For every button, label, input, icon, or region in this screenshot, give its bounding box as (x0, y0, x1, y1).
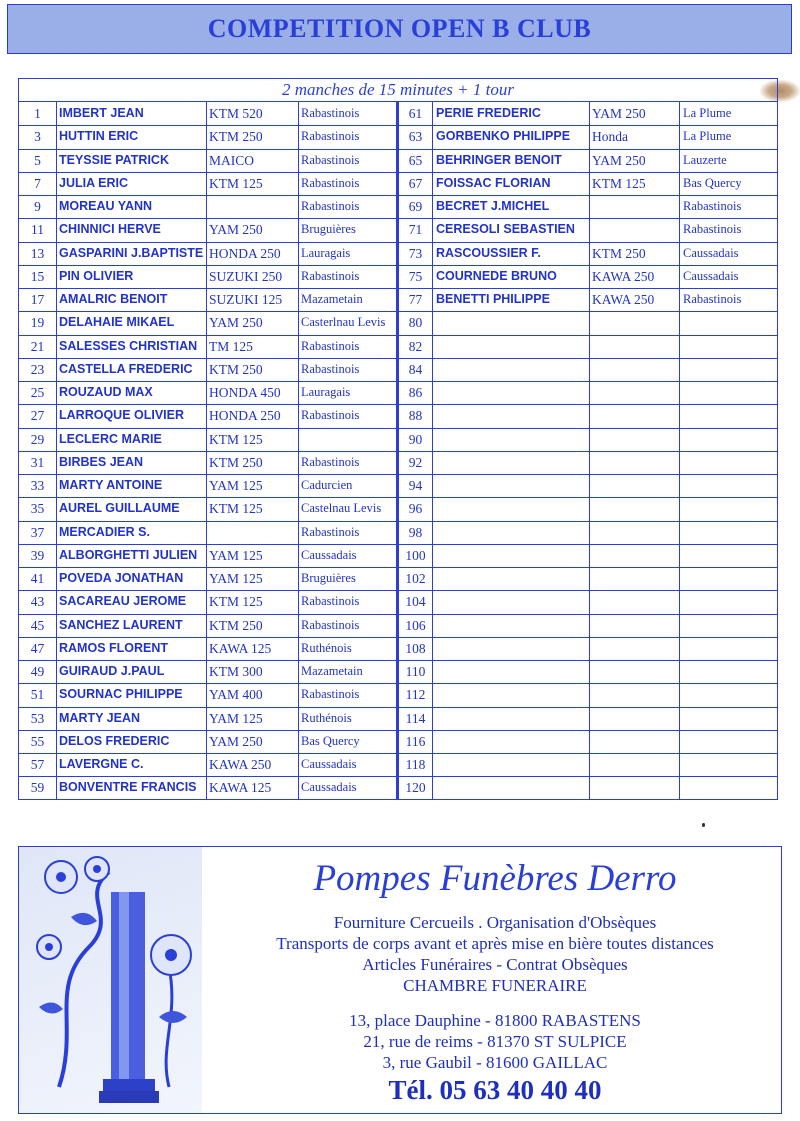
right-name-cell: RASCOUSSIER F. (436, 245, 541, 260)
right-club-cell (683, 614, 777, 637)
left-name-cell: SALESSES CHRISTIAN (59, 338, 198, 353)
left-moto-cell: YAM 125 (209, 571, 263, 586)
right-club-cell (683, 335, 777, 358)
right-club-cell: Rabastinois (683, 199, 742, 213)
left-club-cell: Rabastinois (301, 408, 360, 423)
left-club-cell: Rabastinois (301, 268, 360, 283)
right-num-cell: 108 (405, 640, 426, 656)
right-moto-cell: KTM 125 (592, 175, 646, 191)
left-num-cell: 41 (30, 571, 45, 586)
left-name-cell: RAMOS FLORENT (59, 640, 169, 655)
left-name-cell: HUTTIN ERIC (59, 129, 139, 144)
company-name: Pompes Funèbres Derro (313, 858, 677, 899)
left-moto-cell: YAM 250 (209, 315, 263, 331)
right-moto-cell (592, 428, 678, 451)
left-name-cell: SANCHEZ LAURENT (59, 617, 183, 632)
column-divider (432, 101, 433, 799)
right-num-cell: 102 (405, 571, 426, 586)
right-club-cell (683, 428, 777, 451)
right-moto-cell (592, 590, 678, 613)
left-name-cell: BONVENTRE FRANCIS (59, 780, 197, 795)
left-club-cell: Rabastinois (301, 594, 360, 609)
left-name-cell: IMBERT JEAN (59, 106, 144, 120)
right-num-cell: 96 (408, 501, 423, 517)
left-moto-cell: YAM 400 (209, 687, 263, 703)
right-club-cell (683, 451, 777, 474)
right-moto-cell (592, 683, 678, 706)
right-club-cell: Caussadais (683, 245, 739, 260)
table-subtitle: 2 manches de 15 minutes + 1 tour (19, 79, 777, 102)
left-num-cell: 3 (34, 129, 41, 145)
left-club-cell: Rabastinois (301, 338, 360, 353)
right-name-cell (436, 730, 588, 753)
left-name-cell: PIN OLIVIER (59, 268, 134, 283)
right-club-cell (683, 753, 777, 776)
right-name-cell (436, 497, 588, 520)
address-line: 13, place Dauphine - 81800 RABASTENS (349, 1011, 641, 1030)
left-num-cell: 5 (34, 152, 41, 168)
right-moto-cell (592, 404, 678, 427)
right-name-cell: PERIE FREDERIC (436, 106, 541, 120)
right-name-cell (436, 335, 588, 358)
left-name-cell: LARROQUE OLIVIER (59, 408, 185, 423)
left-name-cell: ALBORGHETTI JULIEN (59, 547, 198, 562)
right-num-cell: 82 (408, 338, 423, 354)
right-moto-cell (592, 614, 678, 637)
right-name-cell (436, 753, 588, 776)
right-moto-cell (592, 311, 678, 334)
right-num-cell: 73 (408, 245, 423, 261)
right-name-cell (436, 637, 588, 660)
left-club-cell: Ruthénois (301, 710, 352, 725)
left-club-cell: Rabastinois (301, 129, 360, 144)
left-num-cell: 31 (30, 454, 45, 470)
right-num-cell: 94 (408, 478, 423, 493)
left-num-cell: 13 (30, 245, 45, 261)
right-num-cell: 116 (405, 733, 426, 749)
right-name-cell: BENETTI PHILIPPE (436, 292, 550, 306)
left-num-cell: 17 (30, 292, 45, 307)
right-moto-cell: KAWA 250 (592, 292, 655, 307)
right-club-cell (683, 730, 777, 753)
right-club-cell (683, 683, 777, 706)
left-name-cell: GASPARINI J.BAPTISTE (59, 245, 204, 260)
right-moto-cell (592, 218, 678, 241)
left-name-cell: MARTY JEAN (59, 710, 141, 725)
right-name-cell (436, 707, 588, 730)
right-num-cell: 92 (408, 454, 423, 470)
right-moto-cell (592, 521, 678, 544)
right-num-cell: 63 (408, 129, 423, 145)
left-name-cell: SACAREAU JEROME (59, 594, 187, 609)
left-num-cell: 43 (30, 594, 45, 610)
right-num-cell: 65 (408, 152, 423, 168)
right-club-cell (683, 660, 777, 683)
left-name-cell: LAVERGNE C. (59, 757, 144, 771)
left-club-cell: Castelnau Levis (301, 501, 382, 516)
right-name-cell (436, 567, 588, 590)
right-moto-cell (592, 753, 678, 776)
right-num-cell: 61 (408, 106, 423, 121)
right-num-cell: 84 (408, 361, 423, 377)
service-line: CHAMBRE FUNERAIRE (403, 976, 587, 995)
left-moto-cell (209, 195, 297, 218)
left-name-cell: AMALRIC BENOIT (59, 292, 168, 306)
right-club-cell: Lauzerte (683, 152, 727, 167)
left-moto-cell: KAWA 125 (209, 780, 272, 796)
right-name-cell (436, 474, 588, 497)
right-num-cell: 69 (408, 199, 423, 214)
page-title: COMPETITION OPEN B CLUB (207, 14, 592, 43)
left-name-cell: GUIRAUD J.PAUL (59, 664, 165, 678)
left-moto-cell: YAM 250 (209, 733, 263, 749)
left-club-cell: Casterlnau Levis (301, 315, 386, 330)
left-name-cell: TEYSSIE PATRICK (59, 152, 169, 167)
left-num-cell: 25 (30, 385, 45, 400)
left-club-cell: Mazametain (301, 292, 363, 306)
left-club-cell: Rabastinois (301, 454, 360, 469)
entry-table (18, 78, 778, 800)
right-club-cell (683, 497, 777, 520)
left-num-cell: 47 (30, 640, 45, 656)
left-moto-cell: SUZUKI 125 (209, 292, 283, 307)
left-club-cell: Rabastinois (301, 687, 360, 702)
right-moto-cell (592, 195, 678, 218)
left-num-cell: 45 (30, 617, 45, 633)
right-name-cell (436, 544, 588, 567)
left-moto-cell: KTM 125 (209, 175, 263, 191)
left-club-cell: Caussadais (301, 780, 357, 795)
right-club-cell (683, 521, 777, 544)
left-name-cell: MARTY ANTOINE (59, 478, 163, 492)
right-club-cell (683, 544, 777, 567)
right-moto-cell: YAM 250 (592, 106, 646, 121)
left-name-cell: AUREL GUILLAUME (59, 501, 180, 516)
left-club-cell: Rabastinois (301, 524, 360, 539)
right-num-cell: 114 (405, 710, 426, 726)
right-name-cell: BECRET J.MICHEL (436, 199, 550, 213)
left-num-cell: 35 (30, 501, 45, 517)
right-moto-cell (592, 335, 678, 358)
right-num-cell: 88 (408, 408, 423, 424)
right-num-cell: 86 (408, 385, 423, 400)
left-num-cell: 19 (30, 315, 45, 331)
right-club-cell (683, 358, 777, 381)
left-num-cell: 39 (30, 547, 45, 563)
left-moto-cell: KTM 125 (209, 431, 263, 447)
service-line: Articles Funéraires - Contrat Obsèques (362, 955, 628, 974)
left-num-cell: 1 (34, 106, 41, 121)
left-club-cell: Rabastinois (301, 199, 360, 213)
right-num-cell: 71 (408, 222, 423, 238)
left-moto-cell: KTM 250 (209, 129, 263, 145)
right-club-cell (683, 381, 777, 404)
left-moto-cell: YAM 125 (209, 547, 263, 563)
right-club-cell: Caussadais (683, 268, 739, 283)
right-name-cell (436, 590, 588, 613)
left-name-cell: BIRBES JEAN (59, 454, 144, 469)
right-club-cell (683, 776, 777, 799)
right-club-cell: La Plume (683, 106, 732, 120)
right-name-cell (436, 521, 588, 544)
left-moto-cell (209, 521, 297, 544)
advertisement (18, 846, 782, 1114)
column-divider (206, 101, 207, 799)
right-name-cell (436, 404, 588, 427)
left-num-cell: 29 (30, 431, 45, 447)
column-divider (56, 101, 57, 799)
left-num-cell: 53 (30, 710, 45, 726)
right-moto-cell (592, 497, 678, 520)
right-name-cell (436, 614, 588, 637)
left-club-cell: Rabastinois (301, 152, 360, 167)
right-num-cell: 118 (405, 757, 426, 772)
left-num-cell: 7 (34, 175, 41, 191)
right-moto-cell (592, 381, 678, 404)
right-num-cell: 104 (405, 594, 426, 610)
left-moto-cell: KTM 125 (209, 501, 263, 517)
flower-column-illustration (19, 847, 202, 1113)
right-num-cell: 120 (405, 780, 426, 796)
left-moto-cell: HONDA 450 (209, 385, 281, 400)
left-name-cell: POVEDA JONATHAN (59, 571, 184, 585)
right-name-cell: GORBENKO PHILIPPE (436, 129, 571, 144)
right-name-cell (436, 776, 588, 799)
left-moto-cell: KTM 520 (209, 106, 263, 121)
left-num-cell: 49 (30, 664, 45, 679)
right-club-cell (683, 637, 777, 660)
right-num-cell: 80 (408, 315, 423, 331)
left-num-cell: 27 (30, 408, 45, 424)
left-moto-cell: KTM 250 (209, 361, 263, 377)
right-moto-cell (592, 637, 678, 660)
right-name-cell (436, 428, 588, 451)
right-moto-cell: KAWA 250 (592, 268, 655, 284)
left-name-cell: MERCADIER S. (59, 524, 150, 539)
left-moto-cell: YAM 125 (209, 710, 263, 726)
left-club-cell: Rabastinois (301, 175, 360, 190)
right-name-cell: BEHRINGER BENOIT (436, 152, 562, 167)
left-num-cell: 55 (30, 733, 45, 749)
right-club-cell (683, 404, 777, 427)
right-club-cell (683, 590, 777, 613)
right-club-cell: Rabastinois (683, 222, 742, 237)
advertisement-text (209, 847, 781, 1113)
right-moto-cell (592, 544, 678, 567)
left-moto-cell: YAM 125 (209, 478, 263, 493)
left-name-cell: ROUZAUD MAX (59, 385, 153, 399)
right-name-cell (436, 311, 588, 334)
service-line: Fourniture Cercueils . Organisation d'Obsèques (333, 913, 657, 932)
left-club-cell: Lauragais (301, 245, 351, 260)
column-divider (298, 101, 299, 799)
column-divider (589, 101, 590, 799)
right-num-cell: 98 (408, 524, 423, 540)
left-moto-cell: KTM 125 (209, 594, 263, 610)
left-club-cell: Bas Quercy (301, 733, 360, 748)
left-num-cell: 57 (30, 757, 45, 772)
left-num-cell: 59 (30, 780, 45, 796)
address-line: 3, rue Gaubil - 81600 GAILLAC (382, 1053, 608, 1072)
right-num-cell: 77 (408, 292, 423, 307)
right-moto-cell (592, 567, 678, 590)
right-club-cell (683, 567, 777, 590)
left-num-cell: 21 (30, 338, 45, 354)
left-club-cell: Caussadais (301, 547, 357, 562)
left-num-cell: 23 (30, 361, 45, 377)
left-name-cell: CHINNICI HERVE (59, 222, 161, 237)
right-name-cell (436, 683, 588, 706)
left-name-cell: CASTELLA FREDERIC (59, 361, 193, 376)
left-club-cell: Bruguières (301, 571, 356, 585)
address-line: 21, rue de reims - 81370 ST SULPICE (363, 1032, 627, 1051)
left-club-cell (301, 428, 395, 451)
right-moto-cell: YAM 250 (592, 152, 646, 168)
left-moto-cell: MAICO (209, 152, 255, 168)
left-name-cell: LECLERC MARIE (59, 431, 162, 446)
left-club-cell: Cadurcien (301, 478, 353, 492)
right-moto-cell: KTM 250 (592, 245, 646, 261)
left-name-cell: SOURNAC PHILIPPE (59, 687, 183, 702)
service-line: Transports de corps avant et après mise en bière toutes distances (276, 934, 714, 953)
left-club-cell: Lauragais (301, 385, 351, 399)
right-name-cell (436, 381, 588, 404)
right-num-cell: 90 (408, 431, 423, 447)
right-num-cell: 67 (408, 175, 423, 191)
right-club-cell: Rabastinois (683, 292, 742, 306)
right-name-cell: FOISSAC FLORIAN (436, 175, 551, 190)
right-num-cell: 100 (405, 547, 426, 563)
right-moto-cell (592, 451, 678, 474)
right-moto-cell (592, 660, 678, 683)
flower-column-icon (19, 847, 202, 1112)
ink-speck (702, 823, 705, 827)
left-club-cell: Mazametain (301, 664, 363, 678)
right-moto-cell: Honda (592, 129, 628, 145)
right-club-cell (683, 707, 777, 730)
right-moto-cell (592, 730, 678, 753)
right-club-cell (683, 474, 777, 497)
left-name-cell: DELAHAIE MIKAEL (59, 315, 175, 330)
left-club-cell: Caussadais (301, 757, 357, 771)
left-name-cell: MOREAU YANN (59, 199, 153, 213)
right-num-cell: 110 (405, 664, 426, 679)
left-moto-cell: TM 125 (209, 338, 253, 354)
right-club-cell: La Plume (683, 129, 732, 144)
left-moto-cell: HONDA 250 (209, 408, 281, 424)
left-club-cell: Ruthénois (301, 640, 352, 655)
left-moto-cell: SUZUKI 250 (209, 268, 283, 284)
left-club-cell: Rabastinois (301, 361, 360, 376)
right-club-cell: Bas Quercy (683, 175, 742, 190)
left-club-cell: Rabastinois (301, 106, 360, 120)
right-moto-cell (592, 474, 678, 497)
right-num-cell: 106 (405, 617, 426, 633)
column-divider (679, 101, 680, 799)
left-moto-cell: KTM 250 (209, 454, 263, 470)
left-num-cell: 11 (31, 222, 44, 238)
left-name-cell: JULIA ERIC (59, 175, 128, 190)
left-num-cell: 51 (30, 687, 45, 703)
right-moto-cell (592, 776, 678, 799)
column-divider-center (396, 101, 399, 799)
right-name-cell (436, 660, 588, 683)
left-num-cell: 37 (30, 524, 45, 540)
left-moto-cell: KTM 300 (209, 664, 263, 679)
left-moto-cell: HONDA 250 (209, 245, 281, 261)
right-club-cell (683, 311, 777, 334)
left-moto-cell: KTM 250 (209, 617, 263, 633)
right-name-cell (436, 451, 588, 474)
left-num-cell: 15 (30, 268, 45, 284)
right-moto-cell (592, 707, 678, 730)
left-name-cell: DELOS FREDERIC (59, 733, 170, 748)
phone-number: Tél. 05 63 40 40 40 (388, 1075, 602, 1105)
left-moto-cell: KAWA 125 (209, 640, 272, 656)
right-name-cell: COURNEDE BRUNO (436, 268, 557, 283)
left-num-cell: 33 (30, 478, 45, 493)
left-moto-cell: KAWA 250 (209, 757, 272, 772)
right-name-cell (436, 358, 588, 381)
left-club-cell: Bruguières (301, 222, 356, 237)
right-num-cell: 112 (405, 687, 426, 703)
left-moto-cell: YAM 250 (209, 222, 263, 238)
right-moto-cell (592, 358, 678, 381)
left-num-cell: 9 (34, 199, 41, 214)
right-name-cell: CERESOLI SEBASTIEN (436, 222, 575, 237)
left-club-cell: Rabastinois (301, 617, 360, 632)
right-num-cell: 75 (408, 268, 423, 284)
title-banner (7, 4, 792, 54)
